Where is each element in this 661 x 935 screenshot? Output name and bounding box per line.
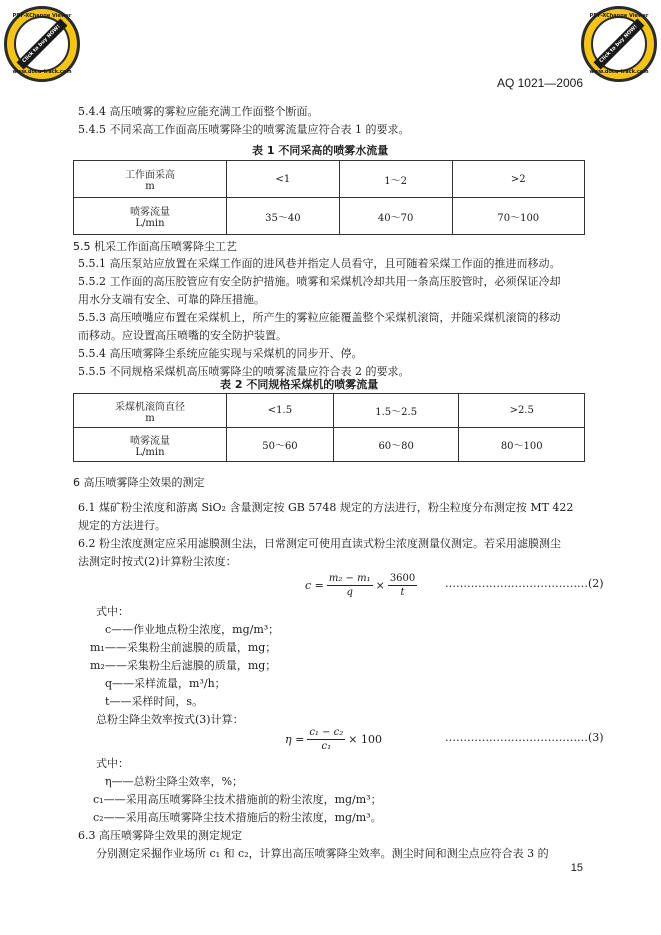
table-cell: >2 [452, 161, 584, 198]
table-row [74, 428, 585, 462]
formula-3-tail: × 100 [348, 733, 382, 746]
section-5-5-title: 5.5 机采工作面高压喷雾降尘工艺 [73, 240, 237, 253]
clause-5-5-2-cont: 用水分支端有安全、可靠的降压措施。 [78, 293, 265, 306]
var-t: t——采样时间，s。 [105, 695, 204, 708]
clause-6-2: 6.2 粉尘浓度测定应采用滤膜测尘法，日常测定可使用直读式粉尘浓度测量仪测定。若采用滤膜测尘 [78, 537, 561, 550]
formula-3 [285, 726, 382, 753]
table-cell: 1.5～2.5 [333, 394, 459, 428]
fraction-denominator: t [400, 587, 405, 598]
clause-6-3-title: 6.3 高压喷雾降尘效果的测定规定 [78, 829, 242, 842]
table2-caption: 表 2 不同规格采煤机的喷雾流量 [220, 378, 379, 391]
pdf-xchange-badge-right[interactable] [581, 6, 657, 82]
fraction-numerator: c₁ − c₂ [309, 727, 344, 738]
table-head-label: 采煤机滚筒直径 [115, 401, 185, 413]
formula-3-lhs: η = [285, 733, 305, 746]
badge-text-top: PDF-XChange Viewer [589, 13, 649, 19]
table-head-label: 喷雾流量 [130, 435, 170, 447]
table-cell: 50～60 [227, 428, 334, 462]
clause-5-5-3: 5.5.3 高压喷嘴应布置在采煤机上，所产生的雾粒应能覆盖整个采煤机滚筒，并随采煤机滚筒的移动 [78, 311, 561, 324]
table-cell: <1.5 [227, 394, 334, 428]
clause-6-2-cont: 法测定时按式(2)计算粉尘浓度： [78, 555, 237, 568]
equation-number-2: …………………………………(2) [445, 577, 604, 590]
table-head-unit: m [145, 181, 155, 192]
table-head-cell [74, 161, 227, 198]
table1-caption: 表 1 不同采高的喷雾水流量 [252, 144, 389, 157]
clause-5-5-4: 5.5.4 高压喷雾降尘系统应能实现与采煤机的同步开、停。 [78, 347, 363, 360]
var-c1: c₁——采用高压喷雾降尘技术措施前的粉尘浓度，mg/m³； [93, 793, 382, 806]
table-head-cell [74, 428, 227, 462]
efficiency-intro: 总粉尘降尘效率按式(3)计算： [96, 713, 244, 726]
table-cell: <1 [227, 161, 340, 198]
table2 [73, 393, 585, 462]
badge-text-top: PDF-XChange Viewer [12, 13, 72, 19]
badge-text-bottom: www.docu-track.com [12, 69, 72, 75]
table-head-label: 喷雾流量 [130, 207, 170, 218]
table-cell: >2.5 [459, 394, 585, 428]
var-m1: m₁——采集粉尘前滤膜的质量，mg； [90, 641, 277, 654]
var-q: q——采样流量，m³/h； [105, 677, 226, 690]
var-c: c——作业地点粉尘浓度，mg/m³； [105, 623, 280, 636]
clause-5-5-5: 5.5.5 不同规格采煤机高压喷雾降尘的喷雾流量应符合表 2 的要求。 [78, 365, 410, 378]
formula-2 [305, 572, 420, 599]
var-eta: η——总粉尘降尘效率，%； [105, 775, 244, 788]
badge-text-center: Click to buy NOW! [21, 23, 63, 65]
table-cell: 40～70 [339, 198, 452, 235]
badge-text-center: Click to buy NOW! [598, 23, 640, 65]
fraction-denominator: q [346, 587, 353, 598]
fraction-denominator: c₁ [321, 741, 332, 752]
clause-5-5-2: 5.5.2 工作面的高压胶管应有安全防护措施。喷雾和采煤机冷却共用一条高压胶管时，必须保证冷却 [78, 275, 561, 288]
clause-6-1: 6.1 煤矿粉尘浓度和游离 SiO₂ 含量测定按 GB 5748 规定的方法进行，粉尘粒度分布测定按 MT 422 [78, 501, 574, 514]
table1 [73, 160, 585, 235]
table-head-cell [74, 198, 227, 235]
formula-2-lhs: c = [305, 579, 324, 592]
table-head-cell [74, 394, 227, 428]
clause-5-4-4: 5.4.4 高压喷雾的雾粒应能充满工作面整个断面。 [78, 105, 319, 118]
formula-2-fraction-1 [327, 572, 373, 599]
table-row [74, 161, 585, 198]
times-sign: × [375, 579, 385, 592]
formula-2-fraction-2 [388, 572, 417, 599]
var-m2: m₂——采集粉尘后滤膜的质量，mg； [90, 659, 277, 672]
where-label-1: 式中： [96, 605, 129, 618]
table-head-unit: m [145, 412, 155, 424]
table-cell: 60～80 [333, 428, 459, 462]
table-head-label: 工作面采高 [125, 170, 175, 181]
clause-5-5-3-cont: 而移动。应设置高压喷嘴的安全防护装置。 [78, 329, 287, 342]
table-head-unit: L/min [135, 446, 165, 458]
clause-5-5-1: 5.5.1 高压泵站应放置在采煤工作面的进风巷并指定人员看守，且可随着采煤工作面的推进而移动。 [78, 257, 561, 270]
clause-6-3-text: 分别测定采掘作业场所 c₁ 和 c₂，计算出高压喷雾降尘效率。测尘时间和测尘点应符合表 3 的 [96, 847, 549, 860]
table-head-unit: L/min [135, 218, 165, 229]
pdf-xchange-badge-left[interactable] [4, 6, 80, 82]
table-cell: 35～40 [227, 198, 340, 235]
var-c2: c₂——采用高压喷雾降尘技术措施后的粉尘浓度，mg/m³。 [93, 811, 382, 824]
table-cell: 1～2 [339, 161, 452, 198]
section-6-title: 6 高压喷雾降尘效果的测定 [73, 476, 205, 489]
standard-code: AQ 1021—2006 [496, 76, 583, 90]
fraction-numerator: m₂ − m₁ [328, 573, 371, 584]
where-label-2: 式中： [96, 757, 129, 770]
formula-3-fraction [307, 726, 345, 753]
table-row [74, 394, 585, 428]
badge-text-bottom: www.docu-track.com [589, 69, 649, 75]
page-number: 15 [570, 862, 583, 874]
table-cell: 70～100 [452, 198, 584, 235]
table-row [74, 198, 585, 235]
fraction-numerator: 3600 [389, 573, 416, 584]
equation-number-3: …………………………………(3) [445, 731, 604, 744]
clause-5-4-5: 5.4.5 不同采高工作面高压喷雾降尘的喷雾流量应符合表 1 的要求。 [78, 123, 410, 136]
table-cell: 80～100 [459, 428, 585, 462]
clause-6-1-cont: 规定的方法进行。 [78, 519, 166, 532]
